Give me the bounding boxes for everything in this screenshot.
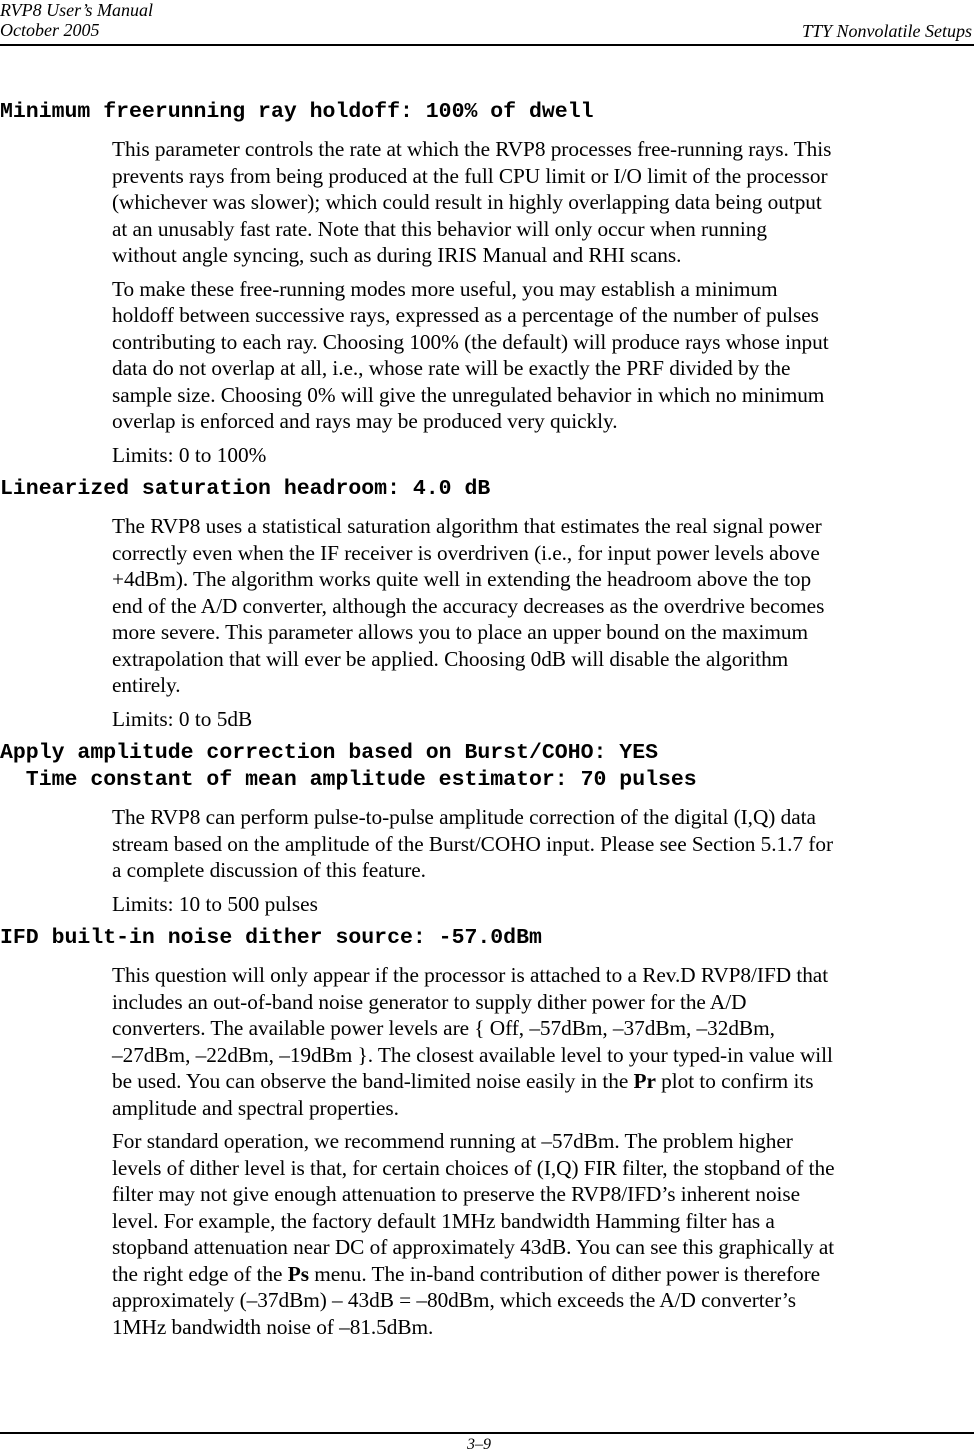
paragraph [112,962,974,1121]
text-line: at an unusably fast rate. Note that this behavior will only occur when running [112,216,767,241]
text-line: converters. The available power levels are { Off, –57dBm, –37dBm, –32dBm, [112,1016,775,1040]
text-line: levels of dither level is that, for certain choices of (I,Q) FIR filter, the stopband of the [112,1155,835,1180]
publication-date: October 2005 [0,20,100,40]
text-line: To make these free-running modes more useful, you may establish a minimum [112,276,778,301]
text-line: stopband attenuation near DC of approximately 43dB. You can see this graphically at [112,1235,835,1259]
text-line: sample size. Choosing 0% will give the unregulated behavior in which no minimum [112,382,825,407]
setting-subheading: Time constant of mean amplitude estimator: 70 pulses [0,768,697,792]
manual-title: RVP8 User’s Manual [0,0,153,20]
text-line: stream based on the amplitude of the Burst/COHO input. Please see Section 5.1.7 for [112,831,833,856]
text-line [112,1261,974,1288]
text-line: includes an out-of-band noise generator to supply dither power for the A/D [112,989,747,1014]
text-line: prevents rays from being produced at the full CPU limit or I/O limit of the processor [112,163,828,188]
setting-section [0,740,974,917]
paragraph [112,136,974,269]
text-line: approximately (–37dBm) – 43dB = –80dBm, which exceeds the A/D converter’s [112,1288,797,1312]
text-line: correctly even when the IF receiver is overdriven (i.e., for input power levels above [112,540,820,565]
page-number: 3–9 [467,1436,491,1453]
text-run: the right edge of the [112,1261,288,1286]
setting-heading: Linearized saturation headroom: 4.0 dB [0,477,491,501]
text-line: data do not overlap at all, i.e., whose rate will be exactly the PRF divided by the [112,356,791,380]
paragraph [112,276,974,435]
paragraph [112,513,974,699]
page-header [0,0,974,46]
setting-section [0,476,974,732]
text-line: overlap is enforced and rays may be produced very quickly. [112,409,618,433]
text-line: without angle syncing, such as during IRIS Manual and RHI scans. [112,243,682,267]
limits-text: Limits: 0 to 5dB [112,706,253,731]
text-line: filter may not give enough attenuation to preserve the RVP8/IFD’s inherent noise [112,1182,801,1206]
paragraph [112,1128,974,1340]
setting-section [0,925,974,1340]
text-line: +4dBm). The algorithm works quite well in extending the headroom above the top [112,567,812,591]
setting-heading: Apply amplitude correction based on Burst/COHO: YES [0,741,659,765]
text-run: menu. The in-band contribution of dither power is therefore [308,1261,821,1286]
section-title: TTY Nonvolatile Setups [801,21,972,41]
paragraph [112,804,974,884]
pr-plot-term: Pr [633,1069,656,1093]
text-line: extrapolation that will ever be applied. Choosing 0dB will disable the algorithm [112,646,789,671]
text-line: contributing to each ray. Choosing 100% (the default) will produce rays whose input [112,329,829,354]
text-line: (whichever was slower); which could result in highly overlapping data being output [112,190,822,214]
text-line [112,1068,974,1095]
limits-text: Limits: 0 to 100% [112,442,267,467]
text-line: The RVP8 uses a statistical saturation algorithm that estimates the real signal power [112,514,822,538]
ps-menu-term: Ps [287,1261,309,1286]
text-line: level. For example, the factory default 1MHz bandwidth Hamming filter has a [112,1208,775,1233]
text-run: be used. You can observe the band-limited noise easily in the [112,1069,634,1093]
text-line: 1MHz bandwidth noise of –81.5dBm. [112,1314,434,1339]
text-line: This parameter controls the rate at which the RVP8 processes free-running rays. This [112,137,832,161]
page-body [0,99,974,1340]
text-line: For standard operation, we recommend running at –57dBm. The problem higher [112,1129,793,1153]
text-run: plot to confirm its [655,1069,814,1093]
text-line: This question will only appear if the processor is attached to a Rev.D RVP8/IFD that [112,963,829,987]
text-line: a complete discussion of this feature. [112,858,426,882]
header-left [0,0,153,40]
setting-heading: Minimum freerunning ray holdoff: 100% of dwell [0,100,594,124]
limits-text: Limits: 10 to 500 pulses [112,891,318,916]
text-line: more severe. This parameter allows you to place an upper bound on the maximum [112,620,808,644]
text-line: –27dBm, –22dBm, –19dBm }. The closest available level to your typed-in value will [112,1042,833,1067]
footer-rule [0,1432,974,1434]
setting-heading: IFD built-in noise dither source: -57.0dBm [0,926,542,950]
text-line: end of the A/D converter, although the accuracy decreases as the overdrive becomes [112,593,825,618]
text-line: amplitude and spectral properties. [112,1095,399,1120]
text-line: The RVP8 can perform pulse-to-pulse amplitude correction of the digital (I,Q) data [112,805,816,829]
text-line: holdoff between successive rays, expressed as a percentage of the number of pulses [112,303,819,327]
setting-section [0,99,974,468]
text-line: entirely. [112,673,181,697]
